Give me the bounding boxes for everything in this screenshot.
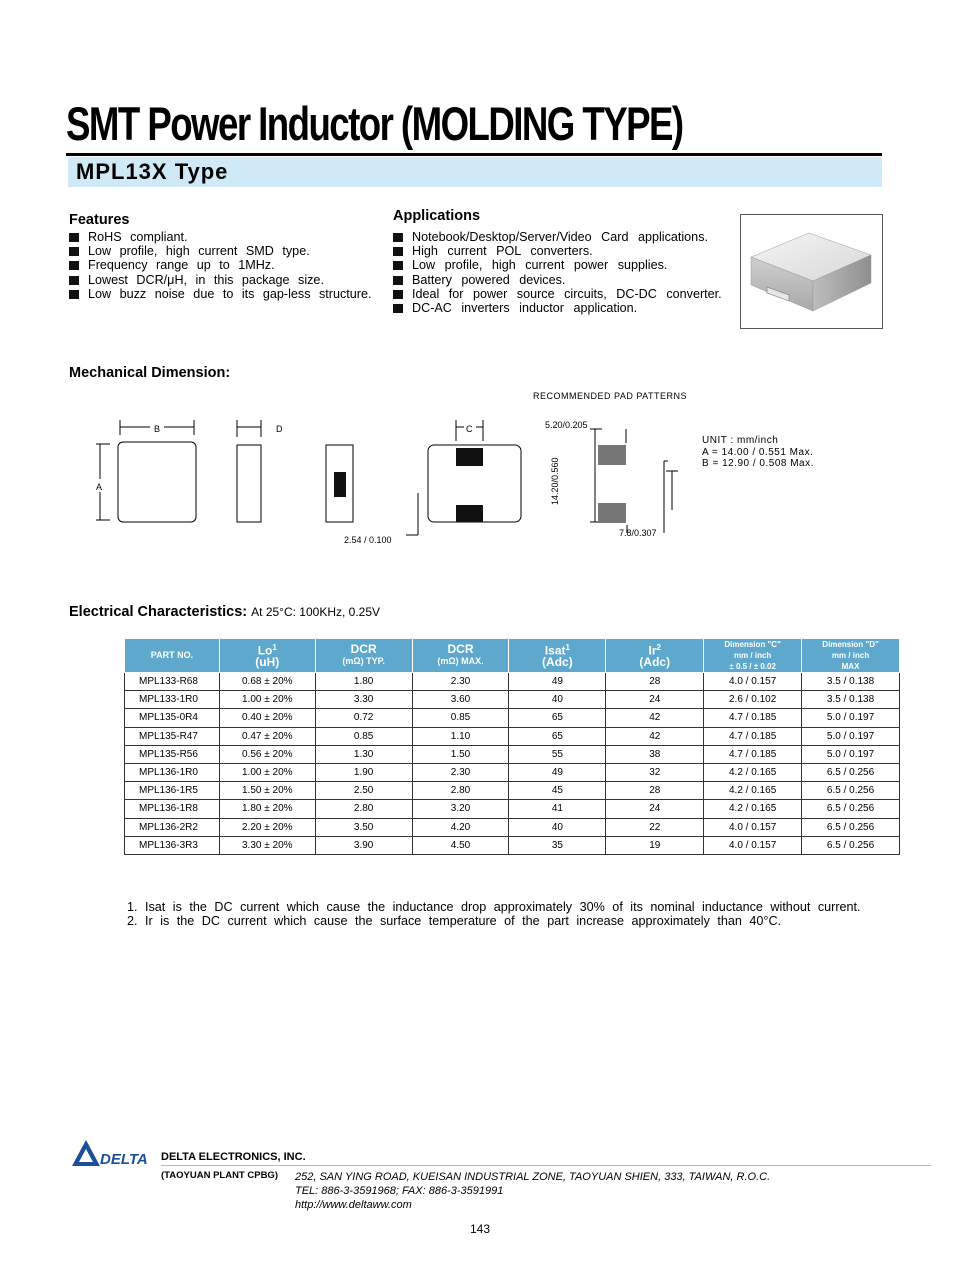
cell-dcr-max: 1.50 xyxy=(412,745,509,763)
cell-isat: 35 xyxy=(509,836,606,854)
col-header-dcr-typ: DCR (mΩ) TYP. xyxy=(315,639,412,673)
list-item: Low profile, high current SMD type. xyxy=(69,244,372,258)
cell-lo: 0.47 ± 20% xyxy=(219,727,315,745)
list-item: Battery powered devices. xyxy=(393,273,722,287)
table-row xyxy=(125,745,900,763)
cell-part: MPL133-R68 xyxy=(125,673,220,691)
dim-label-b: B xyxy=(154,424,161,434)
end-view-pad xyxy=(334,472,346,497)
dim-7-8: 7.8/0.307 xyxy=(619,528,657,538)
cell-dim-d: 6.5 / 0.256 xyxy=(802,800,900,818)
bottom-pad-top xyxy=(456,448,483,466)
cell-lo: 1.00 ± 20% xyxy=(219,691,315,709)
cell-lo: 0.68 ± 20% xyxy=(219,673,315,691)
list-item: RoHS compliant. xyxy=(69,230,372,244)
bullet-square-icon xyxy=(393,304,403,313)
cell-isat: 49 xyxy=(509,673,606,691)
cell-dim-d: 3.5 / 0.138 xyxy=(802,673,900,691)
cell-dim-d: 5.0 / 0.197 xyxy=(802,745,900,763)
list-item: High current POL converters. xyxy=(393,244,722,258)
bullet-square-icon xyxy=(393,290,403,299)
cell-dcr-max: 3.60 xyxy=(412,691,509,709)
cell-isat: 40 xyxy=(509,818,606,836)
cell-lo: 0.56 ± 20% xyxy=(219,745,315,763)
cell-dcr-max: 3.20 xyxy=(412,800,509,818)
table-row xyxy=(125,836,900,854)
bullet-square-icon xyxy=(69,276,79,285)
a-max-text: A = 14.00 / 0.551 Max. xyxy=(702,446,814,458)
cell-isat: 55 xyxy=(509,745,606,763)
b-max-text: B = 12.90 / 0.508 Max. xyxy=(702,458,814,469)
bullet-square-icon xyxy=(393,276,403,285)
cell-ir: 28 xyxy=(606,782,704,800)
table-row xyxy=(125,709,900,727)
footer-divider xyxy=(161,1165,931,1166)
cell-dim-c: 4.7 / 0.185 xyxy=(704,709,802,727)
company-name: DELTA ELECTRONICS, INC. xyxy=(161,1151,306,1163)
col-header-dcr-max: DCR (mΩ) MAX. xyxy=(412,639,509,673)
table-row xyxy=(125,727,900,745)
list-item: Low buzz noise due to its gap-less structure. xyxy=(69,287,372,301)
col-header-dim-d: Dimension "D" mm / inch MAX xyxy=(802,639,900,673)
cell-dcr-max: 1.10 xyxy=(412,727,509,745)
bullet-square-icon xyxy=(393,233,403,242)
cell-dim-d: 3.5 / 0.138 xyxy=(802,691,900,709)
bottom-pad-bottom xyxy=(456,505,483,522)
features-list xyxy=(69,230,372,301)
col-header-part: PART NO. xyxy=(125,639,220,673)
logo-text: DELTA xyxy=(100,1151,148,1168)
col-header-isat: Isat$^1$ (Adc) xyxy=(509,639,606,673)
col-header-lo: Lo$^1$ (uH) xyxy=(219,639,315,673)
cell-dim-d: 5.0 / 0.197 xyxy=(802,727,900,745)
applications-heading: Applications xyxy=(393,208,481,224)
list-item: Frequency range up to 1MHz. xyxy=(69,258,372,272)
website-link[interactable]: http://www.deltaww.com xyxy=(295,1199,412,1211)
electrical-table xyxy=(124,638,900,855)
recommended-pad-bottom xyxy=(598,503,626,523)
cell-dim-c: 4.0 / 0.157 xyxy=(704,673,802,691)
cell-lo: 0.40 ± 20% xyxy=(219,709,315,727)
cell-ir: 38 xyxy=(606,745,704,763)
dim-14-20: 14.20/0.560 xyxy=(550,457,560,505)
cell-isat: 65 xyxy=(509,727,606,745)
cell-dcr-typ: 1.30 xyxy=(315,745,412,763)
cell-dcr-typ: 3.30 xyxy=(315,691,412,709)
plant-name: (TAOYUAN PLANT CPBG) xyxy=(161,1170,278,1181)
mechanical-heading: Mechanical Dimension: xyxy=(69,365,231,381)
cell-dim-d: 6.5 / 0.256 xyxy=(802,818,900,836)
dim-label-c: C xyxy=(466,424,473,434)
list-item: Ideal for power source circuits, DC-DC converter. xyxy=(393,287,722,301)
cell-dim-c: 4.0 / 0.157 xyxy=(704,836,802,854)
cell-isat: 65 xyxy=(509,709,606,727)
list-item: DC-AC inverters inductor application. xyxy=(393,301,722,315)
cell-dcr-typ: 2.80 xyxy=(315,800,412,818)
cell-lo: 3.30 ± 20% xyxy=(219,836,315,854)
unit-block xyxy=(702,435,814,470)
electrical-condition: At 25°C: 100KHz, 0.25V xyxy=(251,605,381,619)
cell-isat: 49 xyxy=(509,763,606,781)
tel-fax-text: TEL: 886-3-3591968; FAX: 886-3-3591991 xyxy=(295,1185,504,1197)
bullet-square-icon xyxy=(69,247,79,256)
cell-ir: 22 xyxy=(606,818,704,836)
notes xyxy=(127,900,861,929)
cell-dcr-typ: 3.90 xyxy=(315,836,412,854)
note-1: 1. Isat is the DC current which cause the inductance drop approximately 30% of its nominal inductance without current. xyxy=(127,900,861,914)
cell-dim-c: 2.6 / 0.102 xyxy=(704,691,802,709)
address-block xyxy=(295,1170,770,1212)
cell-dcr-max: 2.30 xyxy=(412,673,509,691)
features-heading: Features xyxy=(69,212,130,228)
bullet-square-icon xyxy=(393,261,403,270)
unit-text: UNIT : mm/inch xyxy=(702,435,779,446)
cell-dcr-max: 0.85 xyxy=(412,709,509,727)
cell-part: MPL136-1R5 xyxy=(125,782,220,800)
cell-isat: 45 xyxy=(509,782,606,800)
cell-ir: 42 xyxy=(606,709,704,727)
cell-dcr-typ: 1.80 xyxy=(315,673,412,691)
cell-dim-c: 4.2 / 0.165 xyxy=(704,782,802,800)
list-item: Low profile, high current power supplies. xyxy=(393,258,722,272)
cell-ir: 32 xyxy=(606,763,704,781)
bullet-square-icon xyxy=(393,247,403,256)
cell-isat: 41 xyxy=(509,800,606,818)
table-row xyxy=(125,782,900,800)
pad-pattern-title: RECOMMENDED PAD PATTERNS xyxy=(533,391,688,401)
cell-part: MPL135-R47 xyxy=(125,727,220,745)
electrical-heading: Electrical Characteristics: At 25°C: 100KHz, 0.25V xyxy=(69,604,381,620)
table-row xyxy=(125,800,900,818)
col-header-ir: Ir$^2$ (Adc) xyxy=(606,639,704,673)
cell-lo: 1.50 ± 20% xyxy=(219,782,315,800)
cell-lo: 1.00 ± 20% xyxy=(219,763,315,781)
table-row xyxy=(125,818,900,836)
cell-dim-c: 4.2 / 0.165 xyxy=(704,763,802,781)
cell-dim-c: 4.0 / 0.157 xyxy=(704,818,802,836)
cell-ir: 24 xyxy=(606,691,704,709)
dim-2-54: 2.54 / 0.100 xyxy=(344,535,392,545)
product-photo xyxy=(740,214,883,329)
inductor-3d-icon xyxy=(741,215,882,328)
cell-ir: 42 xyxy=(606,727,704,745)
table-row xyxy=(125,763,900,781)
list-item: Lowest DCR/μH, in this package size. xyxy=(69,273,372,287)
side-view-outline xyxy=(237,445,261,522)
dim-label-d: D xyxy=(276,424,283,434)
title-underline xyxy=(66,153,882,156)
page-subtitle: MPL13X Type xyxy=(76,159,229,184)
cell-part: MPL136-1R0 xyxy=(125,763,220,781)
cell-dcr-typ: 2.50 xyxy=(315,782,412,800)
applications-list xyxy=(393,230,722,315)
cell-part: MPL135-R56 xyxy=(125,745,220,763)
delta-logo-icon xyxy=(70,1138,156,1168)
table-row xyxy=(125,673,900,691)
recommended-pad-top xyxy=(598,445,626,465)
dim-5-20: 5.20/0.205 xyxy=(545,420,588,430)
cell-part: MPL136-3R3 xyxy=(125,836,220,854)
cell-dcr-max: 2.80 xyxy=(412,782,509,800)
cell-dcr-typ: 3.50 xyxy=(315,818,412,836)
table-row xyxy=(125,691,900,709)
cell-dcr-max: 2.30 xyxy=(412,763,509,781)
cell-part: MPL136-1R8 xyxy=(125,800,220,818)
cell-dim-d: 6.5 / 0.256 xyxy=(802,763,900,781)
bullet-square-icon xyxy=(69,261,79,270)
cell-lo: 1.80 ± 20% xyxy=(219,800,315,818)
cell-dcr-typ: 1.90 xyxy=(315,763,412,781)
col-header-dim-c: Dimension "C" mm / inch ± 0.5 / ± 0.02 xyxy=(704,639,802,673)
top-view-outline xyxy=(118,442,196,522)
dim-label-a: A xyxy=(96,482,103,492)
cell-ir: 28 xyxy=(606,673,704,691)
cell-ir: 19 xyxy=(606,836,704,854)
cell-dcr-typ: 0.85 xyxy=(315,727,412,745)
cell-dim-d: 5.0 / 0.197 xyxy=(802,709,900,727)
cell-dim-d: 6.5 / 0.256 xyxy=(802,782,900,800)
note-2: 2. Ir is the DC current which cause the surface temperature of the part increase approximately than 40°C. xyxy=(127,914,782,929)
cell-dim-c: 4.7 / 0.185 xyxy=(704,727,802,745)
cell-isat: 40 xyxy=(509,691,606,709)
cell-part: MPL135-0R4 xyxy=(125,709,220,727)
bullet-square-icon xyxy=(69,233,79,242)
cell-dim-d: 6.5 / 0.256 xyxy=(802,836,900,854)
cell-part: MPL133-1R0 xyxy=(125,691,220,709)
cell-part: MPL136-2R2 xyxy=(125,818,220,836)
cell-lo: 2.20 ± 20% xyxy=(219,818,315,836)
address-text: 252, SAN YING ROAD, KUEISAN INDUSTRIAL ZONE, TAOYUAN SHIEN, 333, TAIWAN, R.O.C. xyxy=(295,1171,771,1183)
page-number: 143 xyxy=(470,1222,491,1236)
bullet-square-icon xyxy=(69,290,79,299)
table-header-row xyxy=(125,639,900,673)
cell-dcr-max: 4.50 xyxy=(412,836,509,854)
cell-dim-c: 4.2 / 0.165 xyxy=(704,800,802,818)
cell-dcr-typ: 0.72 xyxy=(315,709,412,727)
cell-ir: 24 xyxy=(606,800,704,818)
cell-dim-c: 4.7 / 0.185 xyxy=(704,745,802,763)
list-item: Notebook/Desktop/Server/Video Card applications. xyxy=(393,230,722,244)
cell-dcr-max: 4.20 xyxy=(412,818,509,836)
page-title: SMT Power Inductor (MOLDING TYPE) xyxy=(66,97,683,150)
